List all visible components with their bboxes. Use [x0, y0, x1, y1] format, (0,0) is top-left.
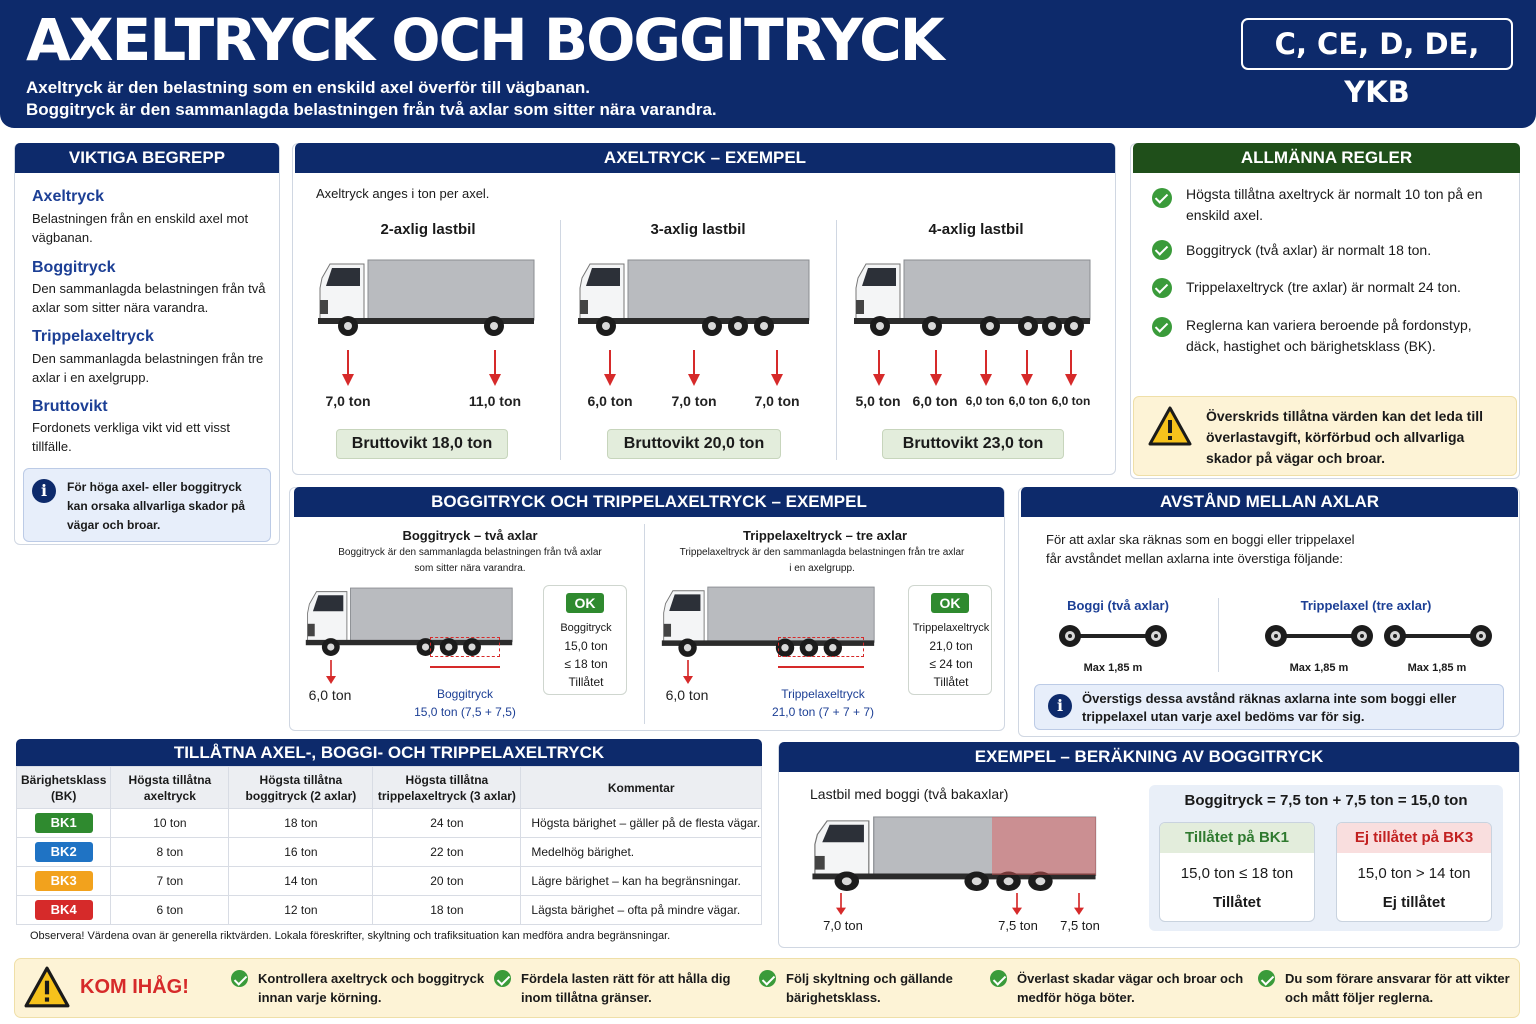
axle-example-heading: AXELTRYCK – EXEMPEL [295, 143, 1115, 173]
bk-cell [17, 838, 111, 867]
arrow-down-icon [1012, 893, 1022, 915]
truck-2-load-rear: 11,0 ton [468, 393, 522, 409]
arrow-down-icon [1065, 350, 1077, 386]
arrow-down-icon [771, 350, 783, 386]
calculation-formula: Boggitryck = 7,5 ton + 7,5 ton = 15,0 ton [1184, 792, 1468, 809]
bogie-desc-line-1: Boggitryck är den sammanlagda belastningen från två axlar [338, 547, 602, 558]
denied-result: Ej tillåtet [1382, 894, 1446, 911]
warning-icon [1148, 406, 1192, 446]
table-row [17, 838, 762, 867]
col-axle: Högsta tillåtna axeltryck [111, 767, 229, 809]
header-banner [0, 0, 1536, 128]
arrow-down-icon [342, 350, 354, 386]
triple-desc-line-1: Trippelaxeltryck är den sammanlagda belastningen från tre axlar [679, 547, 965, 558]
triple-front-load: 6,0 ton [665, 687, 709, 703]
term-trippelaxeltryck: Trippelaxeltryck [32, 328, 154, 345]
ok-line: 15,0 ton [564, 639, 608, 653]
comment-cell: Högsta bärighet – gäller på de flesta vägar. [521, 809, 762, 838]
truck-4-load-2: 6,0 ton [912, 393, 958, 409]
bogie-value: 15,0 ton (7,5 + 7,5) [414, 705, 516, 719]
check-icon [231, 970, 248, 987]
bk-cell [17, 896, 111, 925]
truck-4-load-1: 5,0 ton [855, 393, 901, 409]
bogie-front-load: 6,0 ton [308, 687, 352, 703]
triple-label: Trippelaxeltryck [781, 687, 865, 701]
ok-line: ≤ 24 ton [929, 657, 973, 671]
col-triple: Högsta tillåtna trippelaxeltryck (3 axlar) [373, 767, 521, 809]
footer-item-5: Du som förare ansvarar för att vikter och mått följer reglerna. [1285, 971, 1510, 1005]
arrow-down-icon [489, 350, 501, 386]
axle-cell: 7 ton [111, 867, 229, 896]
bogie-label: Boggitryck [436, 687, 494, 701]
rules-warning-text: Överskrids tillåtna värden kan det leda till överlastavgift, körförbud och allvarliga skador på vägar och broar. [1206, 408, 1483, 466]
footer-title: KOM IHÅG! [80, 976, 189, 998]
rule-1: Högsta tillåtna axeltryck är normalt 10 ton på en enskild axel. [1186, 186, 1483, 223]
triple-cell: 24 ton [373, 809, 521, 838]
axle-cell: 10 ton [111, 809, 229, 838]
allowed-compare: 15,0 ton ≤ 18 ton [1180, 865, 1294, 882]
term-bruttovikt-desc: Fordonets verkliga vikt vid ett visst tillfälle. [32, 420, 230, 454]
term-axeltryck: Axeltryck [32, 188, 105, 205]
axle-icon [1058, 621, 1168, 651]
check-icon [1152, 278, 1172, 298]
bogie-load-highlight [992, 817, 1096, 875]
arrow-down-icon [1021, 350, 1033, 386]
allowed-title: Tillåtet på BK1 [1160, 823, 1314, 853]
arrow-down-icon [980, 350, 992, 386]
col-bk: Bärighetsklass (BK) [17, 767, 111, 809]
check-icon [494, 970, 511, 987]
truck-2-axle-icon [316, 258, 536, 338]
footer-item-3: Följ skyltning och gällande bärighetsklass. [786, 971, 953, 1005]
triple-max-distance-1: Max 1,85 m [1289, 662, 1349, 674]
truck-3-axle-icon [576, 258, 811, 338]
info-icon: i [1048, 694, 1072, 718]
col-bogie: Högsta tillåtna boggitryck (2 axlar) [229, 767, 373, 809]
axle-icon [1383, 621, 1493, 651]
distance-intro-line-2: får avståndet mellan axlarna inte överstiga följande: [1046, 551, 1344, 566]
ok-line: Tillåtet [568, 675, 604, 689]
truck-4-axle-icon [852, 258, 1092, 338]
table-heading: TILLÅTNA AXEL-, BOGGI- OCH TRIPPELAXELTRYCK [16, 739, 762, 767]
term-axeltryck-desc: Belastningen från en enskild axel mot vägbanan. [32, 211, 249, 245]
triple-group-marker [778, 637, 864, 657]
table-row [17, 867, 762, 896]
bogie-max-distance: Max 1,85 m [1083, 662, 1143, 674]
bogie-ok-box [543, 585, 627, 695]
truck-3-load-3: 7,0 ton [754, 393, 800, 409]
truck-3-title: 3-axlig lastbil [650, 221, 746, 238]
comment-cell: Medelhög bärighet. [521, 838, 762, 867]
truck-2-gross: Bruttovikt 18,0 ton [336, 429, 508, 459]
arrow-down-icon [836, 893, 846, 915]
bogie-title: Boggitryck – två axlar [402, 528, 538, 543]
triple-cell: 18 ton [373, 896, 521, 925]
rule-2: Boggitryck (två axlar) är normalt 18 ton. [1186, 242, 1432, 258]
bogie-cell: 12 ton [229, 896, 373, 925]
triple-desc-line-2: i en axelgrupp. [789, 563, 855, 574]
table-note: Observera! Värdena ovan är generella riktvärden. Lokala föreskrifter, skyltning och trafiksituation kan medföra andra begränsningar. [30, 930, 671, 942]
bk-badge: BK3 [35, 871, 93, 891]
divider [560, 220, 561, 460]
rule-3: Trippelaxeltryck (tre axlar) är normalt 24 ton. [1186, 279, 1461, 295]
ok-line: Boggitryck [560, 622, 612, 634]
rule-4: Reglerna kan variera beroende på fordonstyp, däck, hastighet och bärighetsklass (BK). [1186, 317, 1472, 354]
denied-title: Ej tillåtet på BK3 [1337, 823, 1491, 853]
limits-table [16, 766, 762, 925]
truck-4-gross: Bruttovikt 23,0 ton [882, 429, 1064, 459]
comment-cell: Lägre bärighet – kan ha begränsningar. [521, 867, 762, 896]
term-boggitryck: Boggitryck [32, 259, 116, 276]
concepts-heading: VIKTIGA BEGREPP [15, 143, 279, 173]
axle-icon [1264, 621, 1374, 651]
ok-line: Trippelaxeltryck [912, 622, 990, 634]
triple-ok-box [908, 585, 992, 695]
rules-heading: ALLMÄNNA REGLER [1133, 143, 1520, 173]
license-badge: C, CE, D, DE, YKB [1241, 18, 1513, 70]
bk-badge: BK1 [35, 813, 93, 833]
arrow-down-icon [683, 660, 693, 684]
footer-item-4: Överlast skadar vägar och broar och medför höga böter. [1017, 971, 1244, 1005]
check-icon [1152, 317, 1172, 337]
table-row [17, 809, 762, 838]
bk-badge: BK4 [35, 900, 93, 920]
bogie-distance-label: Boggi (två axlar) [1067, 598, 1169, 613]
info-icon: i [32, 479, 56, 503]
ok-badge: OK [931, 593, 969, 613]
triple-max-distance-2: Max 1,85 m [1407, 662, 1467, 674]
distance-intro-line-1: För att axlar ska räknas som en boggi eller trippelaxel [1046, 532, 1355, 547]
triple-value: 21,0 ton (7 + 7 + 7) [771, 705, 875, 719]
footer-item-1: Kontrollera axeltryck och boggitryck innan varje körning. [258, 971, 485, 1005]
bk-cell [17, 867, 111, 896]
arrow-down-icon [873, 350, 885, 386]
header-subtitle [26, 77, 717, 121]
comment-cell: Lägsta bärighet – ofta på mindre vägar. [521, 896, 762, 925]
bogie-cell: 16 ton [229, 838, 373, 867]
truck-4-load-3: 6,0 ton [965, 394, 1005, 408]
truck-4-load-5: 6,0 ton [1051, 394, 1091, 408]
warning-icon [24, 966, 70, 1008]
triple-cell: 20 ton [373, 867, 521, 896]
divider [1218, 598, 1219, 672]
triple-title: Trippelaxeltryck – tre axlar [742, 528, 908, 543]
denied-compare: 15,0 ton > 14 ton [1357, 865, 1471, 882]
check-icon [990, 970, 1007, 987]
calculation-heading: EXEMPEL – BERÄKNING AV BOGGITRYCK [779, 742, 1519, 772]
term-trippelaxeltryck-desc: Den sammanlagda belastningen från tre axlar i en axelgrupp. [32, 351, 264, 385]
check-icon [1152, 240, 1172, 260]
distance-info-text: Överstigs dessa avstånd räknas axlarna inte som boggi eller trippelaxel utan varje axel bedöms var för sig. [1082, 691, 1457, 724]
bk-cell [17, 809, 111, 838]
truck-4-title: 4-axlig lastbil [928, 221, 1024, 238]
footer-item-2: Fördela lasten rätt för att hålla dig inom tillåtna gränser. [521, 971, 731, 1005]
bogie-desc [300, 545, 640, 577]
check-icon [759, 970, 776, 987]
distance-heading: AVSTÅND MELLAN AXLAR [1021, 487, 1518, 517]
ok-line: ≤ 18 ton [564, 657, 608, 671]
header-line-2: Boggitryck är den sammanlagda belastningen från två axlar som sitter nära varandra. [26, 100, 717, 119]
arrow-down-icon [688, 350, 700, 386]
bogie-cell: 14 ton [229, 867, 373, 896]
triple-span-line [778, 666, 864, 668]
axle-cell: 8 ton [111, 838, 229, 867]
truck-2-load-front: 7,0 ton [325, 393, 371, 409]
term-bruttovikt: Bruttovikt [32, 398, 108, 415]
allowed-box [1159, 822, 1315, 922]
axle-example-intro: Axeltryck anges i ton per axel. [316, 186, 490, 201]
truck-2-title: 2-axlig lastbil [380, 221, 476, 238]
bogie-span-line [430, 666, 500, 668]
calc-load-bogie-2: 7,5 ton [1060, 918, 1100, 933]
check-icon [1152, 188, 1172, 208]
triple-desc [652, 545, 992, 577]
page-title: AXELTRYCK OCH BOGGITRYCK [26, 6, 943, 74]
arrow-down-icon [1074, 893, 1084, 915]
table-header-row [17, 767, 762, 809]
table-row [17, 896, 762, 925]
axle-cell: 6 ton [111, 896, 229, 925]
divider [836, 220, 837, 460]
ok-line: Tillåtet [933, 675, 969, 689]
triple-cell: 22 ton [373, 838, 521, 867]
divider [644, 524, 645, 724]
calc-load-bogie-1: 7,5 ton [998, 918, 1038, 933]
truck-3-gross: Bruttovikt 20,0 ton [607, 429, 781, 459]
truck-4-load-4: 6,0 ton [1008, 394, 1048, 408]
col-comment: Kommentar [521, 767, 762, 809]
check-icon [1258, 970, 1275, 987]
bogie-desc-line-2: som sitter nära varandra. [414, 563, 526, 574]
bk-badge: BK2 [35, 842, 93, 862]
calculation-subtitle: Lastbil med boggi (två bakaxlar) [810, 786, 1009, 802]
distance-intro [1046, 530, 1355, 568]
bogie-example-heading: BOGGITRYCK OCH TRIPPELAXELTRYCK – EXEMPEL [294, 487, 1004, 517]
ok-badge: OK [566, 593, 604, 613]
calc-load-front: 7,0 ton [823, 918, 863, 933]
triple-distance-label: Trippelaxel (tre axlar) [1300, 598, 1432, 613]
header-line-1: Axeltryck är den belastning som en enskild axel överför till vägbanan. [26, 78, 591, 97]
bogie-cell: 18 ton [229, 809, 373, 838]
truck-3-load-2: 7,0 ton [671, 393, 717, 409]
denied-box [1336, 822, 1492, 922]
arrow-down-icon [326, 660, 336, 684]
concepts-info-text: För höga axel- eller boggitryck kan orsaka allvarliga skador på vägar och broar. [67, 480, 246, 532]
truck-3-load-1: 6,0 ton [587, 393, 633, 409]
allowed-result: Tillåtet [1212, 894, 1262, 911]
ok-line: 21,0 ton [929, 639, 973, 653]
arrow-down-icon [604, 350, 616, 386]
bogie-group-marker [430, 637, 500, 657]
term-boggitryck-desc: Den sammanlagda belastningen från två axlar som sitter nära varandra. [32, 281, 266, 315]
arrow-down-icon [930, 350, 942, 386]
